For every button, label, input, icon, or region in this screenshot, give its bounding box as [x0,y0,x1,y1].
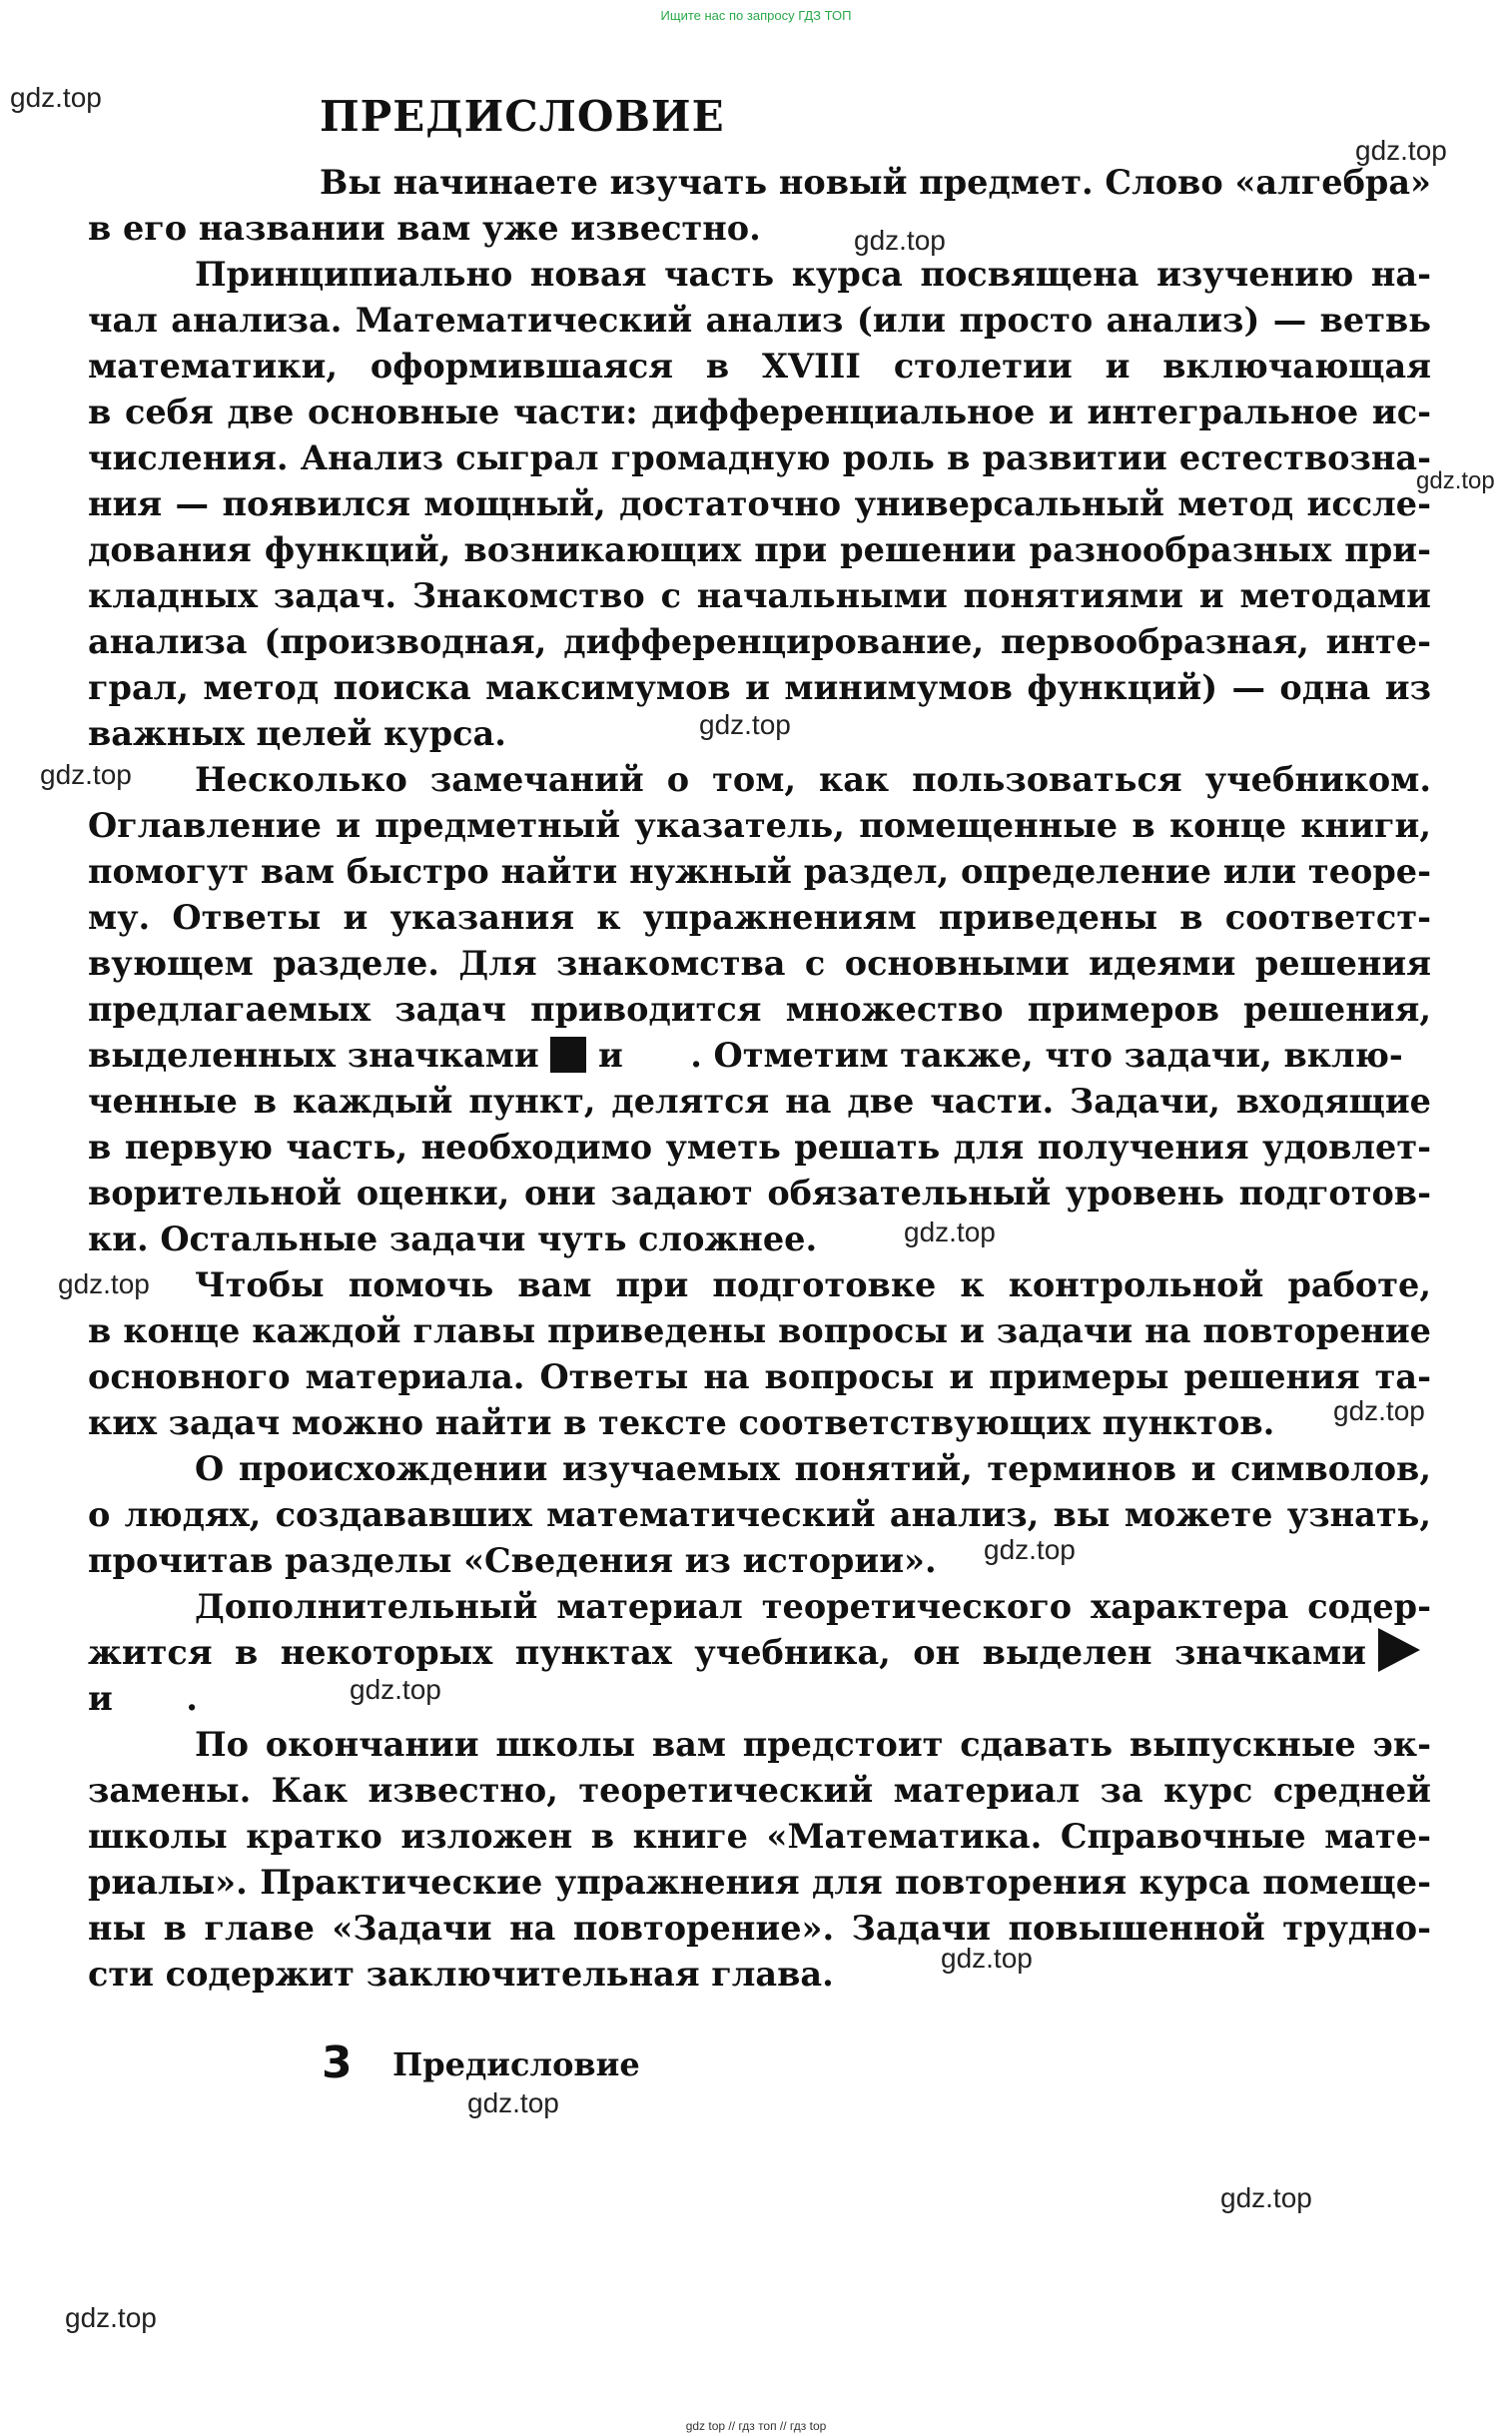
text-line: вующем разделе. Для знакомства с основными идеями решения [88,944,1431,983]
text-line: математики, оформившаяся в XVIII столетии и включающая [88,347,1431,386]
text-line: ки. Остальные задачи чуть сложнее. [88,1219,818,1258]
text-line: ны в главе «Задачи на повторение». Задачи повышенной трудно- [88,1909,1431,1948]
bottom-banner[interactable]: gdz top // гдз топ // гдз top [685,2419,827,2433]
top-banner[interactable]: Ищите нас по запросу ГДЗ ТОП [660,8,852,23]
watermark: gdz.top [40,759,132,790]
text-line: жится в некоторых пунктах учебника, он выделен значками [88,1633,1366,1672]
text-line: Дополнительный материал теоретического характера содер- [195,1587,1431,1626]
text-line: помогут вам быстро найти нужный раздел, определение или теоре- [88,852,1431,891]
text-line: анализа (производная, дифференцирование, первообразная, инте- [88,622,1431,661]
text-line: числения. Анализ сыграл громадную роль в развитии естествозна- [88,438,1431,477]
watermark: gdz.top [699,709,791,740]
watermark: gdz.top [350,1674,441,1705]
text-line: в конце каждой главы приведены вопросы и задачи на повторение [88,1311,1431,1350]
watermark: gdz.top [1416,467,1495,494]
running-footer: Предисловие [392,2045,640,2083]
watermark: gdz.top [467,2087,559,2118]
text-line: дования функций, возникающих при решении разнообразных при- [88,530,1431,569]
text-line: Вы начинаете изучать новый предмет. Слово «алгебра» [320,163,1431,202]
page-number: 3 [322,2037,353,2088]
text-line: важных целей курса. [88,714,506,753]
text-fragment: и [88,1679,113,1718]
solution-square-icon [550,1037,586,1073]
text-fragment: . [186,1679,198,1718]
page-title: ПРЕДИСЛОВИЕ [320,92,725,141]
text-line: школы кратко изложен в книге «Математика. Справочные мате- [88,1817,1431,1856]
text-line: в себя две основные части: дифференциальное и интегральное ис- [88,393,1431,431]
text-line: Несколько замечаний о том, как пользоваться учебником. [195,760,1431,799]
text-fragment: выделенных значками [88,1036,539,1075]
text-line: Оглавление и предметный указатель, помещенные в конце книги, [88,806,1431,845]
theory-triangle-icon [1378,1628,1420,1672]
text-line: сти содержит заключительная глава. [88,1955,834,1994]
text-line: замены. Как известно, теоретический материал за курс средней [88,1771,1431,1810]
watermark: gdz.top [10,82,102,113]
text-line: основного материала. Ответы на вопросы и примеры решения та- [88,1357,1431,1396]
text-line: чал анализа. Математический анализ (или просто анализ) — ветвь [88,301,1431,340]
text-line: риалы». Практические упражнения для повторения курса помеще- [88,1863,1431,1902]
text-line: Принципиально новая часть курса посвящена изучению на- [195,255,1431,294]
watermark: gdz.top [941,1943,1033,1974]
text-line-with-marks [88,1033,1431,1079]
text-line: ния — появился мощный, достаточно универсальный метод иссле- [88,484,1431,523]
text-line: ворительной оценки, они задают обязательный уровень подготов- [88,1174,1431,1213]
text-line: о людях, создававших математический анализ, вы можете узнать, [88,1495,1431,1534]
text-line: прочитав разделы «Сведения из истории». [88,1541,937,1580]
text-line: грал, метод поиска максимумов и минимумов функций) — одна из [88,668,1431,707]
watermark: gdz.top [1355,135,1447,166]
text-line: О происхождении изучаемых понятий, терминов и символов, [195,1449,1431,1488]
text-line: ких задач можно найти в тексте соответствующих пунктов. [88,1403,1275,1442]
text-line: ченные в каждый пункт, делятся на две части. Задачи, входящие [88,1082,1431,1121]
watermark: gdz.top [58,1268,150,1299]
text-line: му. Ответы и указания к упражнениям приведены в соответст- [88,898,1431,937]
watermark: gdz.top [854,225,946,256]
text-line: кладных задач. Знакомство с начальными понятиями и методами [88,576,1431,615]
watermark: gdz.top [984,1534,1076,1565]
text-fragment: и [598,1036,623,1075]
watermark: gdz.top [65,2302,157,2333]
text-line: в первую часть, необходимо уметь решать для получения удовлет- [88,1128,1431,1167]
text-line: Чтобы помочь вам при подготовке к контрольной работе, [195,1265,1431,1304]
text-fragment: . Отметим также, что задачи, вклю- [690,1036,1403,1075]
text-line: предлагаемых задач приводится множество примеров решения, [88,990,1431,1029]
watermark: gdz.top [1220,2182,1312,2213]
watermark: gdz.top [904,1217,996,1247]
text-line: По окончании школы вам предстоит сдавать выпускные эк- [195,1725,1431,1764]
text-line-with-marks [88,1676,1431,1722]
text-line: в его названии вам уже известно. [88,209,761,248]
watermark: gdz.top [1333,1395,1425,1426]
